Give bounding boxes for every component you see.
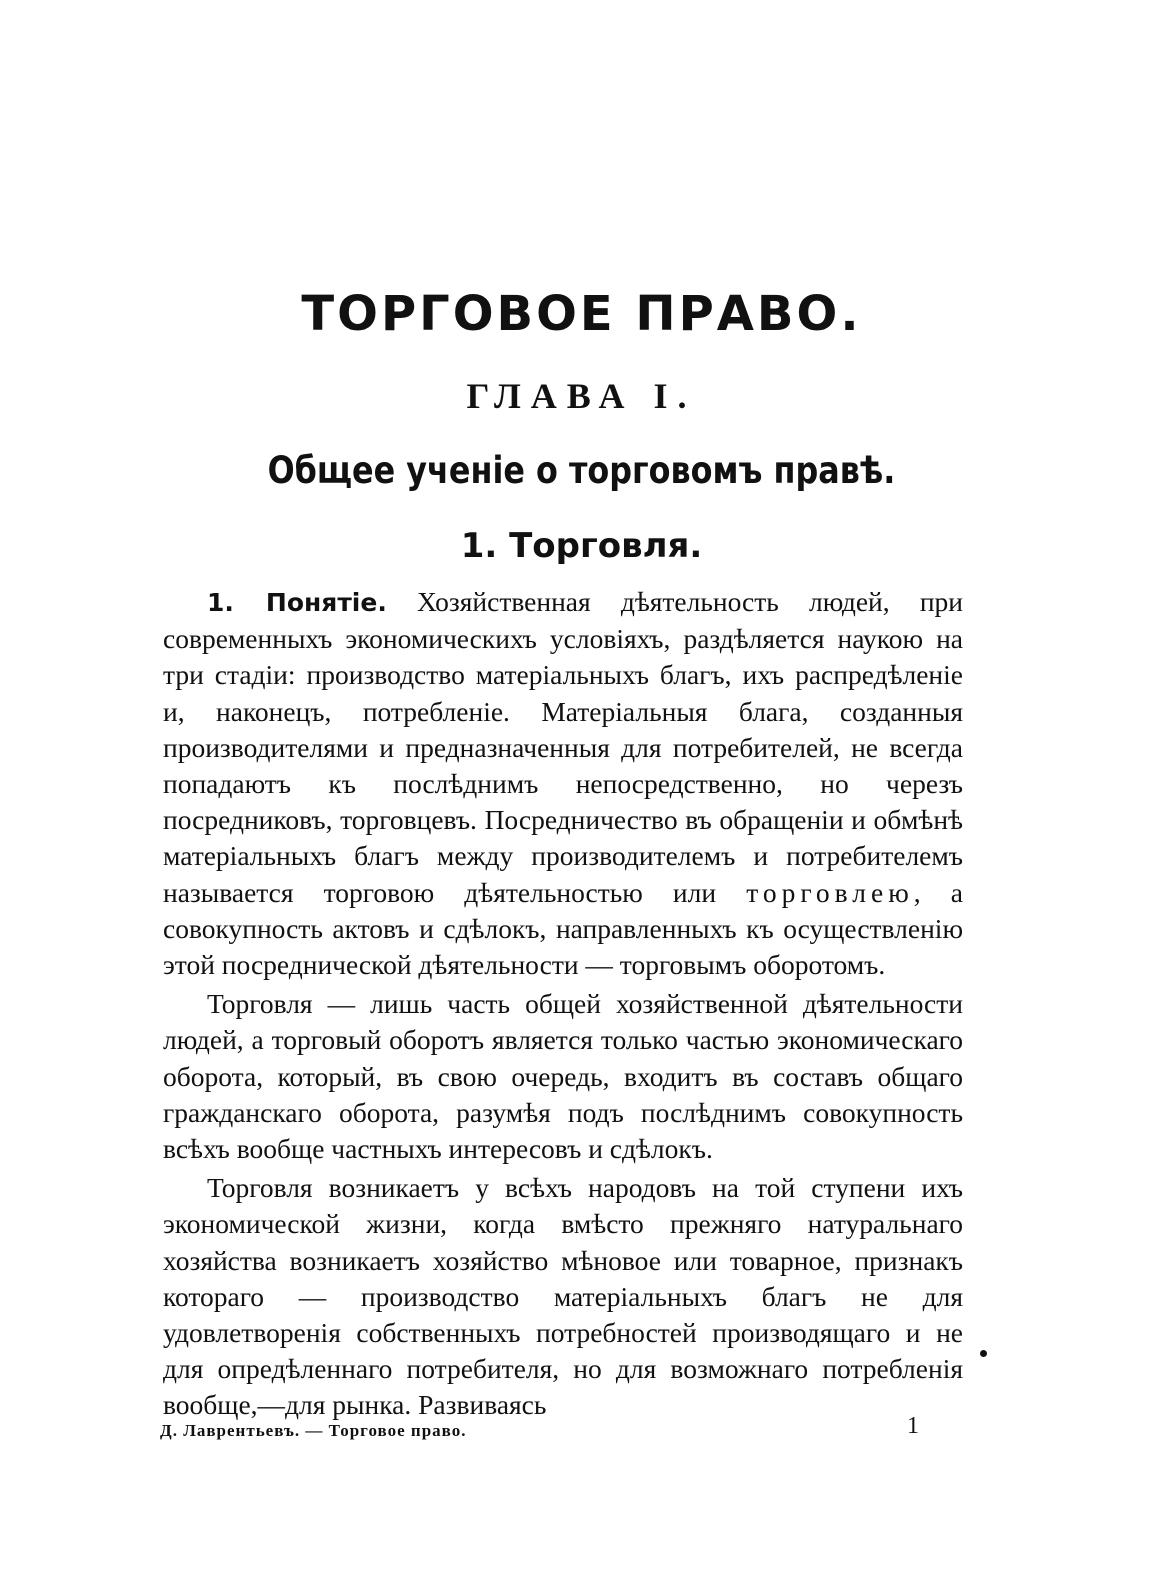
paragraph-2: Торговля — лишь часть общей хозяйственной дѣятельности людей, а торговый оборотъ является только частью экономическаго оборота, который, въ свою очередь, входитъ въ составъ общаго гражданскаго оборота, разумѣя подъ послѣднимъ совокупность всѣхъ вообще частныхъ интересовъ и сдѣлокъ. (163, 988, 963, 1165)
section-title: 1. Торговля. (460, 526, 703, 566)
footer-author-title: Д. Лаврентьевъ. — Торговое право. (160, 1421, 467, 1440)
paragraph-3: Торговля возникаетъ у всѣхъ народовъ на той ступени ихъ экономической жизни, когда вмѣсто прежняго натуральнаго хозяйства возникаетъ хозяйство мѣновое или товарное, признакъ котораго — производство матеріальныхъ благъ не для удовлетворенія собственныхъ потребностей производящаго и не для опредѣленнаго потребителя, но для возможнаго потребленія вообще,—для рынка. Развиваясь (163, 1172, 963, 1421)
spaced-emphasis: торговлею (746, 876, 914, 908)
page-number: 1 (907, 1413, 919, 1439)
chapter-label: ГЛАВА I. (466, 376, 697, 416)
paragraph-lead: 1. Понятіе. (207, 588, 387, 617)
paragraph-1 (163, 584, 963, 983)
margin-dot (980, 1350, 987, 1357)
paragraph-1-part-2: , а совокупность актовъ и сдѣлокъ, направленныхъ къ осуществленію этой посреднической дѣятельности — торговымъ оборотомъ. (163, 876, 963, 981)
paragraph-1-part-1: Хозяйственная дѣятельность людей, при современныхъ экономическихъ условіяхъ, раздѣляется наукою на три стадіи: производство матеріальныхъ благъ, ихъ распредѣленіе и, наконецъ, потребленіе. Матеріальныя блага, созданныя производителями и предназначенныя для потребителей, не всегда попадаютъ къ послѣднимъ непосредственно, но черезъ посредниковъ, торговцевъ. Посредничество въ обращеніи и обмѣнѣ матеріальныхъ благъ между производителемъ и потребителемъ называется торговою дѣятельностью или (163, 586, 964, 908)
chapter-title: Общее ученіе о торговомъ правѣ. (267, 449, 896, 492)
body-text (163, 584, 963, 1424)
book-title: ТОРГОВОЕ ПРАВО. (301, 286, 862, 342)
